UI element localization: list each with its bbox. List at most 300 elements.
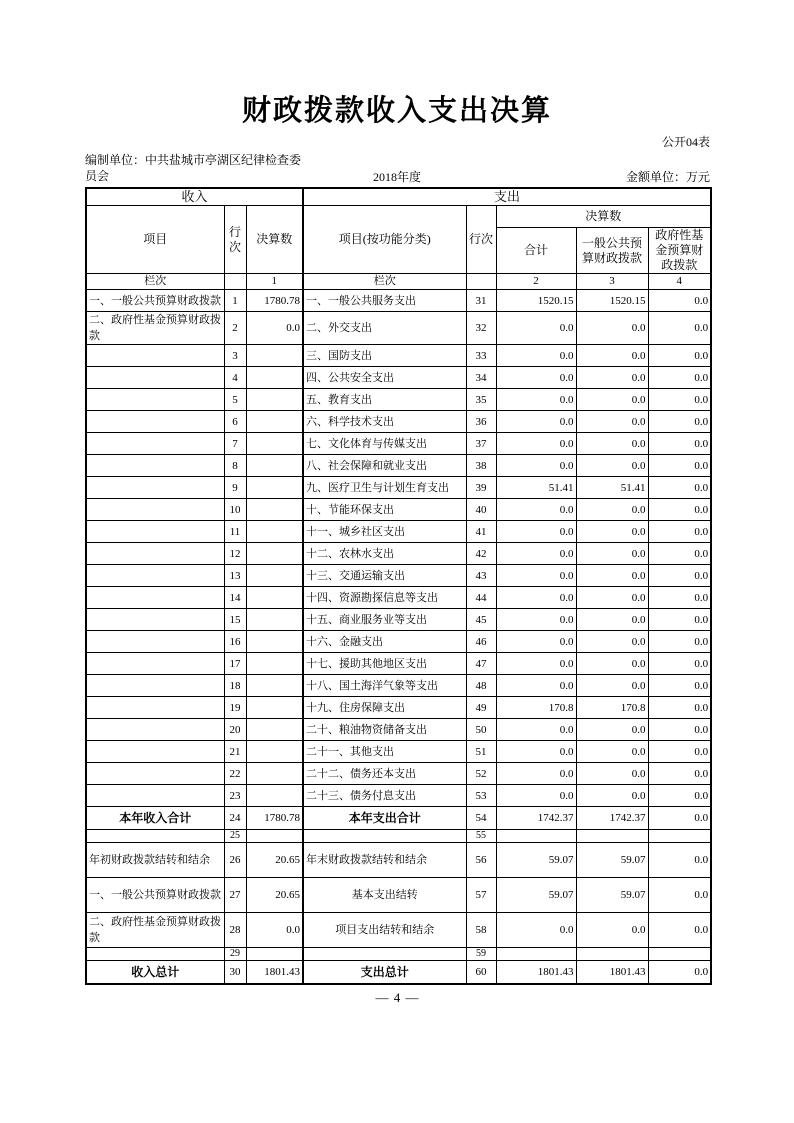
expense-total-cell: 0.0 bbox=[496, 565, 576, 587]
expense-item-cell: 十四、资源勘探信息等支出 bbox=[303, 587, 466, 609]
expense-total-cell: 0.0 bbox=[496, 609, 576, 631]
expense-item-cell: 八、社会保障和就业支出 bbox=[303, 455, 466, 477]
income-item-cell bbox=[86, 830, 224, 843]
income-amount-cell bbox=[246, 763, 303, 785]
expense-column-index-label: 栏次 bbox=[303, 274, 466, 290]
expense-row-no-cell: 43 bbox=[466, 565, 496, 587]
income-amount-cell bbox=[246, 367, 303, 389]
expense-item-cell: 二、外交支出 bbox=[303, 312, 466, 345]
expense-row-no-cell: 60 bbox=[466, 961, 496, 984]
table-row bbox=[86, 763, 711, 785]
expense-final-amount-group-header: 决算数 bbox=[496, 206, 711, 228]
expense-general-budget-cell: 51.41 bbox=[576, 477, 648, 499]
income-row-no-cell: 29 bbox=[224, 948, 246, 961]
table-row bbox=[86, 785, 711, 807]
income-amount-cell bbox=[246, 785, 303, 807]
expense-total-cell: 0.0 bbox=[496, 913, 576, 948]
expense-row-no-cell: 48 bbox=[466, 675, 496, 697]
expense-item-cell: 十五、商业服务业等支出 bbox=[303, 609, 466, 631]
income-row-no-cell: 16 bbox=[224, 631, 246, 653]
expense-total-cell bbox=[496, 948, 576, 961]
expense-total-cell: 0.0 bbox=[496, 653, 576, 675]
expense-item-cell bbox=[303, 948, 466, 961]
expense-general-budget-cell: 59.07 bbox=[576, 878, 648, 913]
expense-row-no-cell: 53 bbox=[466, 785, 496, 807]
fund-column-index: 4 bbox=[648, 274, 711, 290]
expense-total-cell: 51.41 bbox=[496, 477, 576, 499]
expense-row-no-cell: 52 bbox=[466, 763, 496, 785]
amount-unit-label: 金额单位：万元 bbox=[625, 170, 710, 184]
income-row-no-cell: 18 bbox=[224, 675, 246, 697]
expense-item-cell: 年末财政拨款结转和结余 bbox=[303, 843, 466, 878]
income-amount-cell bbox=[246, 433, 303, 455]
income-item-cell bbox=[86, 543, 224, 565]
expense-general-budget-cell: 0.0 bbox=[576, 631, 648, 653]
table-row bbox=[86, 697, 711, 719]
table-row bbox=[86, 433, 711, 455]
table-row bbox=[86, 499, 711, 521]
expense-total-cell: 0.0 bbox=[496, 345, 576, 367]
table-row bbox=[86, 312, 711, 345]
expense-general-budget-cell: 0.0 bbox=[576, 785, 648, 807]
table-row bbox=[86, 843, 711, 878]
table-row bbox=[86, 367, 711, 389]
expense-item-cell: 二十三、债务付息支出 bbox=[303, 785, 466, 807]
expense-item-cell: 项目支出结转和结余 bbox=[303, 913, 466, 948]
income-row-no-cell: 30 bbox=[224, 961, 246, 984]
income-row-no-cell: 5 bbox=[224, 389, 246, 411]
table-row bbox=[86, 719, 711, 741]
prepared-by-label: 编制单位：中共盐城市亭湖区纪律检查委员会 bbox=[85, 153, 302, 183]
income-row-no-cell: 17 bbox=[224, 653, 246, 675]
income-amount-cell bbox=[246, 345, 303, 367]
expense-gov-fund-cell: 0.0 bbox=[648, 455, 711, 477]
expense-gov-fund-cell: 0.0 bbox=[648, 345, 711, 367]
expense-section-header: 支出 bbox=[303, 188, 711, 206]
expense-row-no-cell: 34 bbox=[466, 367, 496, 389]
expense-total-cell: 0.0 bbox=[496, 631, 576, 653]
column-index-empty-cell bbox=[224, 274, 246, 290]
expense-gov-fund-cell: 0.0 bbox=[648, 367, 711, 389]
expense-total-cell: 0.0 bbox=[496, 455, 576, 477]
expense-item-cell: 十二、农林水支出 bbox=[303, 543, 466, 565]
expense-row-no-cell: 47 bbox=[466, 653, 496, 675]
expense-gov-fund-cell: 0.0 bbox=[648, 389, 711, 411]
expense-item-cell: 十三、交通运输支出 bbox=[303, 565, 466, 587]
section-header-row bbox=[86, 188, 711, 206]
income-column-index-label: 栏次 bbox=[86, 274, 224, 290]
income-row-no-cell: 24 bbox=[224, 807, 246, 830]
expense-row-no-cell: 51 bbox=[466, 741, 496, 763]
table-code-label: 公开04表 bbox=[661, 135, 710, 149]
expense-row-no-cell: 44 bbox=[466, 587, 496, 609]
expense-row-no-cell: 32 bbox=[466, 312, 496, 345]
income-item-cell bbox=[86, 587, 224, 609]
expense-total-cell: 0.0 bbox=[496, 521, 576, 543]
expense-gov-fund-cell: 0.0 bbox=[648, 807, 711, 830]
income-item-cell: 年初财政拨款结转和结余 bbox=[86, 843, 224, 878]
expense-general-budget-cell: 0.0 bbox=[576, 367, 648, 389]
income-item-cell bbox=[86, 631, 224, 653]
income-amount-cell bbox=[246, 477, 303, 499]
income-item-cell bbox=[86, 948, 224, 961]
expense-general-budget-cell: 0.0 bbox=[576, 312, 648, 345]
expense-general-budget-cell: 0.0 bbox=[576, 675, 648, 697]
expense-gov-fund-cell: 0.0 bbox=[648, 878, 711, 913]
table-row bbox=[86, 913, 711, 948]
table-row bbox=[86, 609, 711, 631]
expense-item-cell: 七、文化体育与传媒支出 bbox=[303, 433, 466, 455]
table-row bbox=[86, 653, 711, 675]
expense-row-no-cell: 55 bbox=[466, 830, 496, 843]
expense-general-budget-cell: 0.0 bbox=[576, 587, 648, 609]
expense-total-cell: 0.0 bbox=[496, 389, 576, 411]
column-index-empty-cell bbox=[466, 274, 496, 290]
expense-gov-fund-cell: 0.0 bbox=[648, 763, 711, 785]
expense-item-cell: 十九、住房保障支出 bbox=[303, 697, 466, 719]
expense-general-budget-cell: 170.8 bbox=[576, 697, 648, 719]
fiscal-year-label: 2018年度 bbox=[372, 170, 421, 184]
income-amount-cell bbox=[246, 521, 303, 543]
expense-gov-fund-cell bbox=[648, 948, 711, 961]
income-row-no-cell: 14 bbox=[224, 587, 246, 609]
income-row-no-cell: 4 bbox=[224, 367, 246, 389]
income-row-no-cell: 20 bbox=[224, 719, 246, 741]
table-row bbox=[86, 543, 711, 565]
expense-total-cell: 0.0 bbox=[496, 587, 576, 609]
income-item-cell bbox=[86, 675, 224, 697]
expense-row-no-cell: 45 bbox=[466, 609, 496, 631]
expense-item-cell: 六、科学技术支出 bbox=[303, 411, 466, 433]
income-item-cell: 二、政府性基金预算财政拨款 bbox=[86, 312, 224, 345]
income-item-cell bbox=[86, 499, 224, 521]
expense-gov-fund-cell: 0.0 bbox=[648, 785, 711, 807]
income-row-no-cell: 21 bbox=[224, 741, 246, 763]
income-amount-cell bbox=[246, 741, 303, 763]
expense-row-no-cell: 56 bbox=[466, 843, 496, 878]
income-item-cell: 一、一般公共预算财政拨款 bbox=[86, 878, 224, 913]
income-item-cell bbox=[86, 741, 224, 763]
table-row bbox=[86, 565, 711, 587]
income-row-no-cell: 9 bbox=[224, 477, 246, 499]
income-row-no-cell: 15 bbox=[224, 609, 246, 631]
expense-general-budget-cell: 0.0 bbox=[576, 521, 648, 543]
expense-gov-fund-cell: 0.0 bbox=[648, 631, 711, 653]
income-row-no-cell: 1 bbox=[224, 290, 246, 312]
income-item-cell bbox=[86, 521, 224, 543]
income-amount-cell bbox=[246, 719, 303, 741]
income-item-cell bbox=[86, 411, 224, 433]
expense-general-budget-cell: 0.0 bbox=[576, 499, 648, 521]
expense-total-cell: 0.0 bbox=[496, 675, 576, 697]
income-section-header: 收入 bbox=[86, 188, 303, 206]
expense-row-no-cell: 54 bbox=[466, 807, 496, 830]
income-row-no-cell: 23 bbox=[224, 785, 246, 807]
income-row-no-cell: 11 bbox=[224, 521, 246, 543]
income-item-cell bbox=[86, 477, 224, 499]
table-row bbox=[86, 631, 711, 653]
income-amount-cell bbox=[246, 830, 303, 843]
table-row bbox=[86, 675, 711, 697]
income-item-cell bbox=[86, 785, 224, 807]
income-row-no-cell: 13 bbox=[224, 565, 246, 587]
page-title: 财政拨款收入支出决算 bbox=[241, 95, 552, 127]
table-body bbox=[86, 290, 711, 984]
expense-total-cell: 0.0 bbox=[496, 433, 576, 455]
income-item-cell: 二、政府性基金预算财政拨款 bbox=[86, 913, 224, 948]
income-item-cell bbox=[86, 697, 224, 719]
expense-general-budget-cell: 0.0 bbox=[576, 411, 648, 433]
expense-item-cell: 支出总计 bbox=[303, 961, 466, 984]
expense-item-header: 项目(按功能分类) bbox=[303, 206, 466, 274]
expense-row-no-cell: 33 bbox=[466, 345, 496, 367]
general-column-index: 3 bbox=[576, 274, 648, 290]
expense-total-cell bbox=[496, 830, 576, 843]
income-amount-cell bbox=[246, 948, 303, 961]
expense-item-cell: 十八、国土海洋气象等支出 bbox=[303, 675, 466, 697]
expense-item-cell: 十一、城乡社区支出 bbox=[303, 521, 466, 543]
expense-gov-fund-cell: 0.0 bbox=[648, 843, 711, 878]
expense-gov-fund-cell: 0.0 bbox=[648, 477, 711, 499]
expense-general-budget-cell: 0.0 bbox=[576, 719, 648, 741]
income-item-cell bbox=[86, 763, 224, 785]
income-amount-cell: 20.65 bbox=[246, 843, 303, 878]
income-item-cell bbox=[86, 389, 224, 411]
expense-general-budget-cell: 1520.15 bbox=[576, 290, 648, 312]
table-row bbox=[86, 741, 711, 763]
income-row-no-cell: 12 bbox=[224, 543, 246, 565]
table-row bbox=[86, 345, 711, 367]
expense-general-budget-cell: 1801.43 bbox=[576, 961, 648, 984]
income-row-no-cell: 26 bbox=[224, 843, 246, 878]
expense-general-budget-cell: 0.0 bbox=[576, 653, 648, 675]
income-amount-cell bbox=[246, 499, 303, 521]
income-row-no-cell: 6 bbox=[224, 411, 246, 433]
income-amount-cell bbox=[246, 631, 303, 653]
expense-gov-fund-cell: 0.0 bbox=[648, 565, 711, 587]
income-amount-cell bbox=[246, 609, 303, 631]
expense-gov-fund-cell: 0.0 bbox=[648, 741, 711, 763]
expense-general-budget-cell: 59.07 bbox=[576, 843, 648, 878]
expense-gov-fund-cell: 0.0 bbox=[648, 411, 711, 433]
table-row bbox=[86, 455, 711, 477]
expense-total-cell: 1801.43 bbox=[496, 961, 576, 984]
expense-item-cell: 二十二、债务还本支出 bbox=[303, 763, 466, 785]
expense-row-no-cell: 46 bbox=[466, 631, 496, 653]
table-row bbox=[86, 389, 711, 411]
expense-gov-fund-cell: 0.0 bbox=[648, 521, 711, 543]
table-row bbox=[86, 961, 711, 984]
expense-item-cell bbox=[303, 830, 466, 843]
expense-row-no-cell: 38 bbox=[466, 455, 496, 477]
income-amount-cell bbox=[246, 565, 303, 587]
expense-item-cell: 二十一、其他支出 bbox=[303, 741, 466, 763]
expense-gov-fund-cell: 0.0 bbox=[648, 543, 711, 565]
expense-item-cell: 五、教育支出 bbox=[303, 389, 466, 411]
income-amount-cell bbox=[246, 587, 303, 609]
expense-row-no-cell: 42 bbox=[466, 543, 496, 565]
income-row-no-cell: 27 bbox=[224, 878, 246, 913]
expense-row-no-cell: 57 bbox=[466, 878, 496, 913]
income-amount-cell: 1801.43 bbox=[246, 961, 303, 984]
expense-general-budget-cell: 0.0 bbox=[576, 565, 648, 587]
expense-row-no-cell: 41 bbox=[466, 521, 496, 543]
expense-total-cell: 0.0 bbox=[496, 741, 576, 763]
income-item-cell bbox=[86, 455, 224, 477]
expense-general-budget-cell: 0.0 bbox=[576, 741, 648, 763]
expense-general-budget-cell bbox=[576, 830, 648, 843]
expense-row-no-cell: 36 bbox=[466, 411, 496, 433]
expense-item-cell: 三、国防支出 bbox=[303, 345, 466, 367]
income-row-no-cell: 3 bbox=[224, 345, 246, 367]
expense-item-cell: 十、节能环保支出 bbox=[303, 499, 466, 521]
table-row bbox=[86, 830, 711, 843]
expense-total-cell: 0.0 bbox=[496, 785, 576, 807]
income-row-no-cell: 8 bbox=[224, 455, 246, 477]
income-row-no-cell: 10 bbox=[224, 499, 246, 521]
income-amount-cell: 1780.78 bbox=[246, 807, 303, 830]
expense-row-no-cell: 31 bbox=[466, 290, 496, 312]
expense-row-no-cell: 35 bbox=[466, 389, 496, 411]
income-amount-cell bbox=[246, 543, 303, 565]
page-number: — 4 — bbox=[375, 990, 420, 1005]
expense-item-cell: 一、一般公共服务支出 bbox=[303, 290, 466, 312]
table-row bbox=[86, 411, 711, 433]
expense-item-cell: 二十、粮油物资储备支出 bbox=[303, 719, 466, 741]
income-item-cell: 收入总计 bbox=[86, 961, 224, 984]
table-row bbox=[86, 948, 711, 961]
income-amount-cell: 0.0 bbox=[246, 312, 303, 345]
income-amount-cell bbox=[246, 411, 303, 433]
expense-total-cell: 0.0 bbox=[496, 411, 576, 433]
expense-general-budget-cell: 0.0 bbox=[576, 763, 648, 785]
expense-item-cell: 十六、金融支出 bbox=[303, 631, 466, 653]
expense-row-no-cell: 59 bbox=[466, 948, 496, 961]
expense-total-cell: 170.8 bbox=[496, 697, 576, 719]
table-row bbox=[86, 477, 711, 499]
expense-row-no-cell: 40 bbox=[466, 499, 496, 521]
income-row-no-cell: 7 bbox=[224, 433, 246, 455]
income-item-header: 项目 bbox=[86, 206, 224, 274]
expense-item-cell: 基本支出结转 bbox=[303, 878, 466, 913]
expense-general-budget-cell: 0.0 bbox=[576, 433, 648, 455]
expense-item-cell: 本年支出合计 bbox=[303, 807, 466, 830]
expense-gov-fund-cell: 0.0 bbox=[648, 719, 711, 741]
income-amount-cell bbox=[246, 697, 303, 719]
expense-total-cell: 0.0 bbox=[496, 499, 576, 521]
income-amount-cell bbox=[246, 455, 303, 477]
income-row-no-cell: 19 bbox=[224, 697, 246, 719]
expense-general-budget-cell: 0.0 bbox=[576, 609, 648, 631]
expense-general-budget-cell: 1742.37 bbox=[576, 807, 648, 830]
expense-gov-fund-cell: 0.0 bbox=[648, 312, 711, 345]
income-amount-cell: 0.0 bbox=[246, 913, 303, 948]
expense-gov-fund-cell: 0.0 bbox=[648, 675, 711, 697]
table-row bbox=[86, 521, 711, 543]
income-row-no-cell: 25 bbox=[224, 830, 246, 843]
income-amount-cell bbox=[246, 675, 303, 697]
income-row-no-cell: 28 bbox=[224, 913, 246, 948]
expense-total-cell: 0.0 bbox=[496, 719, 576, 741]
income-amount-cell bbox=[246, 653, 303, 675]
table-row bbox=[86, 290, 711, 312]
expense-gov-fund-cell: 0.0 bbox=[648, 587, 711, 609]
income-item-cell: 一、一般公共预算财政拨款 bbox=[86, 290, 224, 312]
income-item-cell bbox=[86, 609, 224, 631]
total-column-index: 2 bbox=[496, 274, 576, 290]
income-row-no-header: 行次 bbox=[224, 206, 246, 274]
expense-total-cell: 59.07 bbox=[496, 843, 576, 878]
expense-general-budget-cell: 0.0 bbox=[576, 455, 648, 477]
income-item-cell: 本年收入合计 bbox=[86, 807, 224, 830]
expense-row-no-cell: 50 bbox=[466, 719, 496, 741]
expense-row-no-header: 行次 bbox=[466, 206, 496, 274]
expense-total-cell: 1520.15 bbox=[496, 290, 576, 312]
expense-general-budget-cell bbox=[576, 948, 648, 961]
income-row-no-cell: 22 bbox=[224, 763, 246, 785]
expense-gov-fund-cell: 0.0 bbox=[648, 433, 711, 455]
expense-item-cell: 十七、援助其他地区支出 bbox=[303, 653, 466, 675]
expense-row-no-cell: 49 bbox=[466, 697, 496, 719]
fiscal-table bbox=[85, 187, 712, 985]
income-item-cell bbox=[86, 653, 224, 675]
general-budget-header: 一般公共预算财政拨款 bbox=[576, 228, 648, 274]
income-item-cell bbox=[86, 345, 224, 367]
expense-gov-fund-cell: 0.0 bbox=[648, 499, 711, 521]
expense-total-cell: 0.0 bbox=[496, 312, 576, 345]
expense-gov-fund-cell bbox=[648, 830, 711, 843]
expense-gov-fund-cell: 0.0 bbox=[648, 961, 711, 984]
expense-item-cell: 四、公共安全支出 bbox=[303, 367, 466, 389]
expense-total-cell: 0.0 bbox=[496, 543, 576, 565]
income-amount-cell: 20.65 bbox=[246, 878, 303, 913]
income-item-cell bbox=[86, 433, 224, 455]
column-header-row bbox=[86, 206, 711, 228]
income-item-cell bbox=[86, 565, 224, 587]
expense-item-cell: 九、医疗卫生与计划生育支出 bbox=[303, 477, 466, 499]
table-row bbox=[86, 878, 711, 913]
expense-general-budget-cell: 0.0 bbox=[576, 543, 648, 565]
table-row bbox=[86, 807, 711, 830]
income-final-amount-header: 决算数 bbox=[246, 206, 303, 274]
expense-general-budget-cell: 0.0 bbox=[576, 345, 648, 367]
income-amount-cell bbox=[246, 389, 303, 411]
column-index-row bbox=[86, 274, 711, 290]
table-row bbox=[86, 587, 711, 609]
expense-total-cell: 0.0 bbox=[496, 367, 576, 389]
expense-row-no-cell: 39 bbox=[466, 477, 496, 499]
income-item-cell bbox=[86, 719, 224, 741]
expense-general-budget-cell: 0.0 bbox=[576, 913, 648, 948]
expense-total-cell: 0.0 bbox=[496, 763, 576, 785]
expense-total-cell: 1742.37 bbox=[496, 807, 576, 830]
expense-gov-fund-cell: 0.0 bbox=[648, 697, 711, 719]
expense-gov-fund-cell: 0.0 bbox=[648, 609, 711, 631]
expense-gov-fund-cell: 0.0 bbox=[648, 913, 711, 948]
expense-total-cell: 59.07 bbox=[496, 878, 576, 913]
gov-fund-header: 政府性基金预算财政拨款 bbox=[648, 228, 711, 274]
income-amount-cell: 1780.78 bbox=[246, 290, 303, 312]
income-item-cell bbox=[86, 367, 224, 389]
expense-gov-fund-cell: 0.0 bbox=[648, 290, 711, 312]
income-row-no-cell: 2 bbox=[224, 312, 246, 345]
expense-total-header: 合计 bbox=[496, 228, 576, 274]
expense-gov-fund-cell: 0.0 bbox=[648, 653, 711, 675]
income-column-index: 1 bbox=[246, 274, 303, 290]
expense-row-no-cell: 58 bbox=[466, 913, 496, 948]
expense-row-no-cell: 37 bbox=[466, 433, 496, 455]
expense-general-budget-cell: 0.0 bbox=[576, 389, 648, 411]
